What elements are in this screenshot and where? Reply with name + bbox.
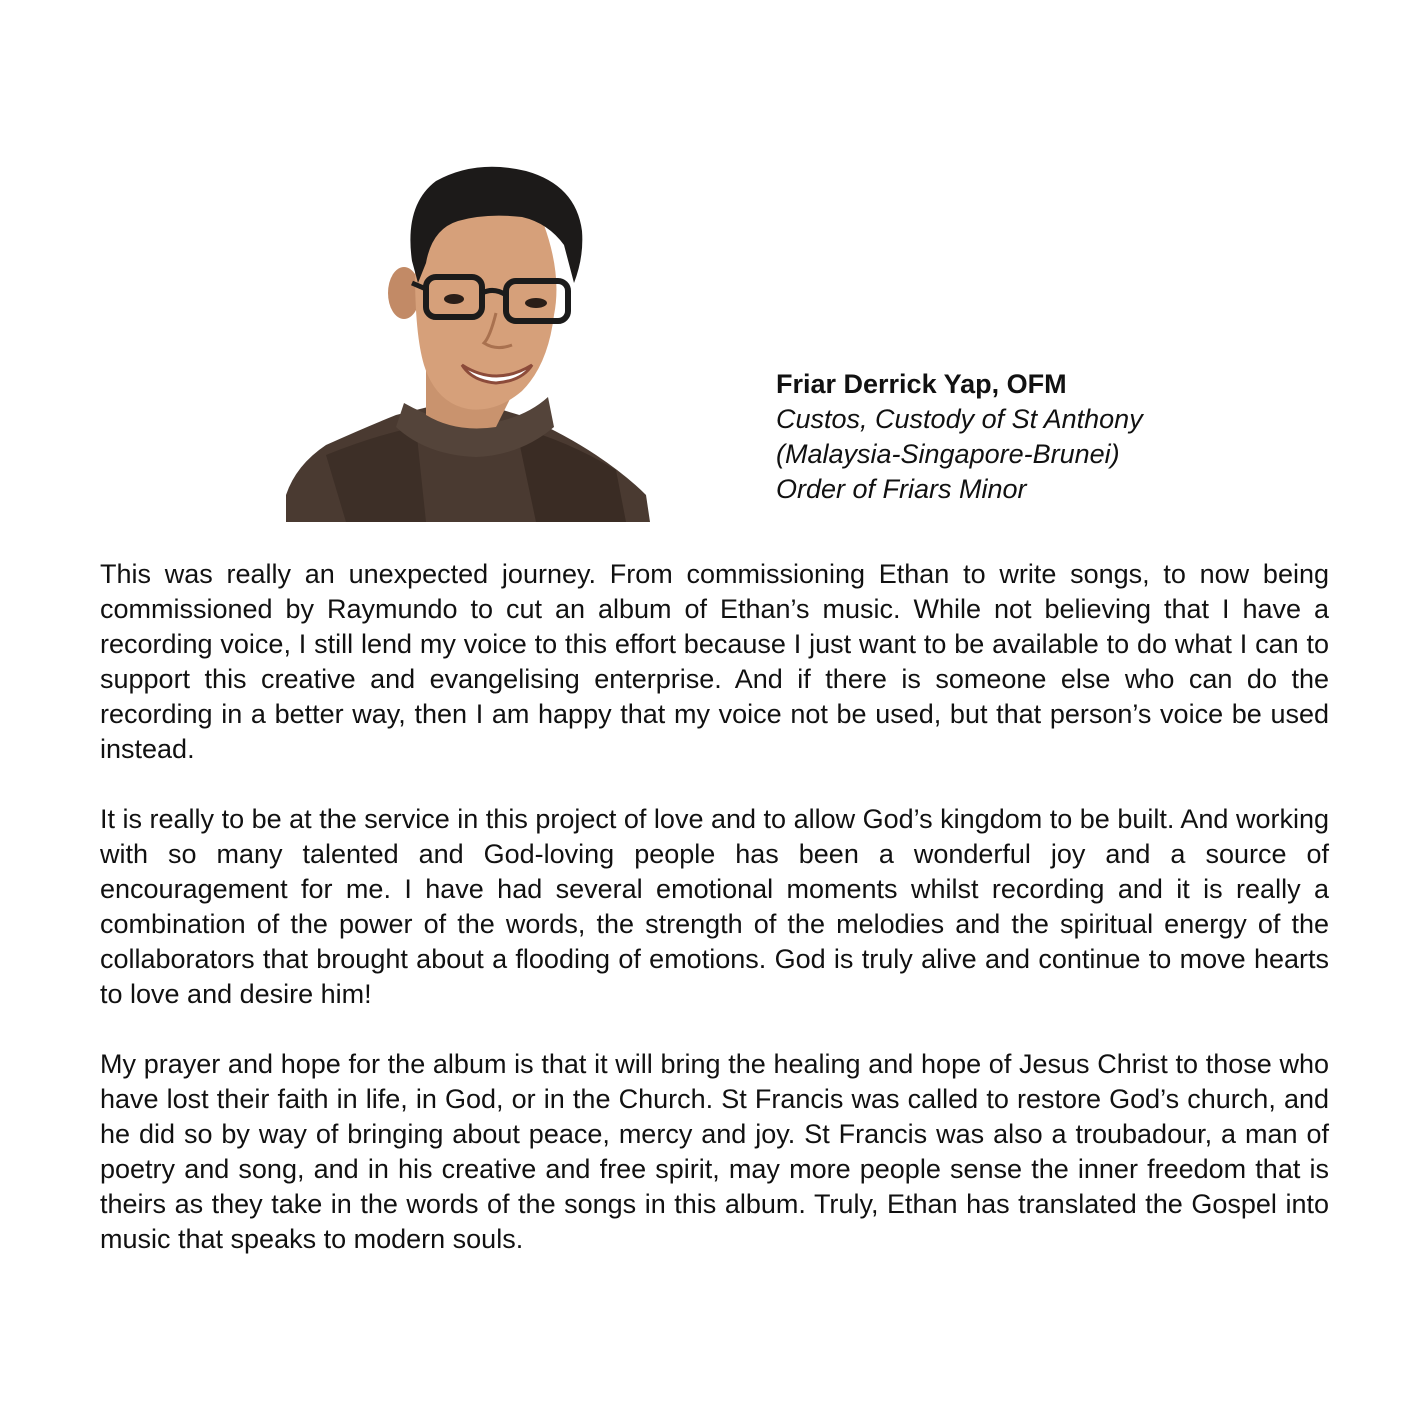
paragraph: It is really to be at the service in this project of love and to allow God’s kingdom to be built. And working with so many talented and God-loving people has been a wonderful joy and a source of encouragement for me. I have had several emotional moments whilst recording and it is really a combination of the power of the words, the strength of the melodies and the spiritual energy of the collaborators that brought about a flooding of emotions. God is truly alive and continue to move hearts to love and desire him!: [100, 804, 1329, 1009]
author-role-line: Custos, Custody of St Anthony: [776, 404, 1143, 434]
paragraph: This was really an unexpected journey. From commissioning Ethan to write songs, to now being commissioned by Raymundo to cut an album of Ethan’s music. While not believing that I have a recording voice, I still lend my voice to this effort because I just want to be available to do what I can to support this creative and evangelising enterprise. And if there is someone else who can do the recording in a better way, then I am happy that my voice not be used, but that person’s voice be used instead.: [100, 559, 1329, 764]
portrait-icon: [286, 165, 650, 522]
author-role-line: (Malaysia-Singapore-Brunei): [776, 439, 1120, 469]
author-name: Friar Derrick Yap, OFM: [776, 369, 1067, 399]
author-role-line: Order of Friars Minor: [776, 474, 1027, 504]
paragraph: My prayer and hope for the album is that it will bring the healing and hope of Jesus Christ to those who have lost their faith in life, in God, or in the Church. St Francis was called to restore God’s church, and he did so by way of bringing about peace, mercy and joy. St Francis was also a troubadour, a man of poetry and song, and in his creative and free spirit, may more people sense the inner freedom that is theirs as they take in the words of the songs in this album. Truly, Ethan has translated the Gospel into music that speaks to modern souls.: [100, 1049, 1329, 1254]
author-credit: [776, 367, 1143, 507]
portrait-photo: [286, 165, 650, 522]
testimonial-body: [100, 557, 1329, 1257]
